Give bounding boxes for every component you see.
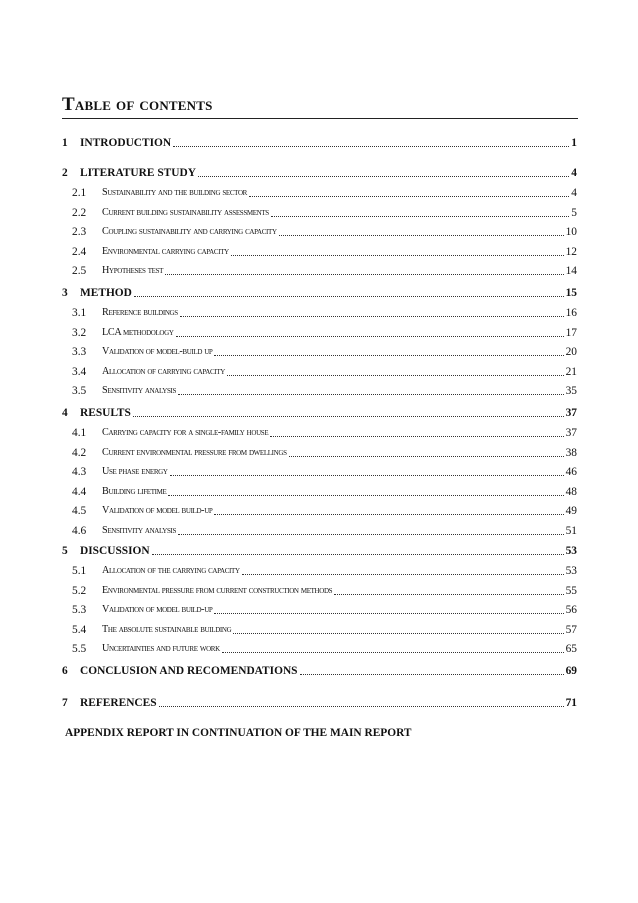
toc-entry-label: The absolute sustainable building bbox=[102, 623, 232, 635]
toc-page-number: 51 bbox=[565, 525, 577, 537]
toc-subsection-entry[interactable] bbox=[62, 483, 577, 499]
toc-subsection-entry[interactable] bbox=[62, 243, 577, 259]
toc-page-number: 5 bbox=[571, 206, 577, 219]
toc-dot-leader bbox=[178, 394, 564, 395]
toc-dot-leader bbox=[289, 456, 564, 457]
toc-subsection-entry[interactable] bbox=[62, 363, 577, 379]
toc-entry-number: 5.2 bbox=[72, 584, 87, 597]
toc-subsection-entry[interactable] bbox=[62, 343, 577, 359]
toc-entry-number: 3.4 bbox=[72, 365, 87, 378]
toc-entry-label: Environmental carrying capacity bbox=[102, 245, 229, 257]
toc-entry-label: LITERATURE STUDY bbox=[80, 167, 196, 179]
toc-entry-label: Uncertainties and future work bbox=[102, 643, 220, 655]
toc-entry-number: 3 bbox=[62, 287, 68, 299]
toc-subsection-entry[interactable] bbox=[62, 204, 577, 220]
toc-dot-leader bbox=[233, 633, 563, 634]
toc-entry-number: 6 bbox=[62, 665, 68, 677]
toc-subsection-entry[interactable] bbox=[62, 324, 577, 340]
toc-page-number: 46 bbox=[565, 466, 577, 479]
toc-entry-number: 2.3 bbox=[72, 226, 87, 239]
toc-dot-leader bbox=[133, 416, 564, 417]
toc-entry-label: Carrying capacity for a single-family house bbox=[102, 427, 269, 438]
toc-section-entry[interactable] bbox=[62, 134, 577, 150]
toc-entry-label: Building lifetime bbox=[102, 485, 167, 497]
toc-subsection-entry[interactable] bbox=[62, 640, 577, 656]
toc-entry-number: 2.1 bbox=[72, 187, 87, 199]
toc-dot-leader bbox=[152, 554, 564, 555]
toc-entry-label: Environmental pressure from current construction methods bbox=[102, 584, 333, 596]
toc-page-number: 14 bbox=[565, 265, 577, 278]
toc-subsection-entry[interactable] bbox=[62, 621, 577, 637]
toc-entry-number: 7 bbox=[62, 697, 68, 709]
toc-dot-leader bbox=[242, 574, 564, 575]
toc-entry-number: 2 bbox=[62, 167, 68, 179]
toc-page-number: 21 bbox=[565, 365, 577, 378]
toc-page-number: 69 bbox=[565, 665, 577, 677]
toc-page-number: 38 bbox=[565, 446, 577, 459]
toc-page-number: 71 bbox=[565, 697, 577, 709]
toc-entry-label: Sustainability and the building sector bbox=[102, 187, 247, 198]
toc-entry-label: DISCUSSION bbox=[80, 545, 150, 557]
toc-section-entry[interactable] bbox=[62, 542, 577, 558]
toc-page-number: 17 bbox=[565, 326, 577, 339]
toc-dot-leader bbox=[198, 176, 569, 177]
toc-entry-label: Current building sustainability assessments bbox=[102, 206, 269, 218]
toc-dot-leader bbox=[173, 146, 569, 147]
toc-entry-number: 4.6 bbox=[72, 525, 87, 537]
toc-entry-label: Sensitivity analysis bbox=[102, 385, 177, 397]
toc-entry-label: Coupling sustainability and carrying capacity bbox=[102, 226, 277, 238]
toc-subsection-entry[interactable] bbox=[62, 262, 577, 278]
toc-entry-number: 4 bbox=[62, 407, 68, 419]
toc-dot-leader bbox=[270, 436, 563, 437]
toc-dot-leader bbox=[271, 216, 569, 217]
toc-page-number: 53 bbox=[565, 545, 577, 557]
toc-page-number: 4 bbox=[571, 187, 577, 199]
toc-page-number: 10 bbox=[565, 226, 577, 239]
toc-page-number: 37 bbox=[565, 407, 577, 419]
toc-entry-label: Use phase energy bbox=[102, 466, 168, 478]
toc-dot-leader bbox=[178, 534, 564, 535]
toc-entry-label: Validation of model build-up bbox=[102, 505, 213, 517]
toc-subsection-entry[interactable] bbox=[62, 424, 577, 440]
toc-entry-label: Reference buildings bbox=[102, 307, 178, 318]
toc-section-entry[interactable] bbox=[62, 662, 577, 678]
title-divider bbox=[62, 118, 578, 119]
toc-entry-label: Validation of model build-up bbox=[102, 604, 213, 616]
toc-page-number: 37 bbox=[565, 427, 577, 439]
toc-entry-number: 4.3 bbox=[72, 466, 87, 479]
toc-page-number: 35 bbox=[565, 385, 577, 398]
toc-dot-leader bbox=[168, 495, 563, 496]
toc-subsection-entry[interactable] bbox=[62, 502, 577, 518]
toc-entry-number: 5.5 bbox=[72, 643, 87, 656]
toc-entry-number: 4.5 bbox=[72, 505, 87, 518]
toc-entry-label: REFERENCES bbox=[80, 697, 157, 709]
toc-dot-leader bbox=[180, 316, 564, 317]
toc-entry-number: 1 bbox=[62, 137, 68, 149]
toc-entry-label: CONCLUSION AND RECOMENDATIONS bbox=[80, 665, 298, 677]
toc-entry-number: 5.3 bbox=[72, 604, 87, 617]
toc-page-number: 16 bbox=[565, 307, 577, 319]
toc-entry-label: METHOD bbox=[80, 287, 132, 299]
toc-subsection-entry[interactable] bbox=[62, 304, 577, 320]
toc-page-number: 4 bbox=[571, 167, 577, 179]
toc-dot-leader bbox=[222, 652, 564, 653]
toc-section-entry[interactable] bbox=[62, 284, 577, 300]
toc-subsection-entry[interactable] bbox=[62, 463, 577, 479]
toc-page-number: 48 bbox=[565, 485, 577, 498]
toc-entry-label: INTRODUCTION bbox=[80, 137, 172, 149]
toc-entry-label: Current environmental pressure from dwellings bbox=[102, 446, 287, 458]
toc-dot-leader bbox=[165, 274, 564, 275]
toc-page-number: 57 bbox=[565, 623, 577, 636]
toc-entry-number: 4.2 bbox=[72, 446, 87, 459]
toc-dot-leader bbox=[249, 196, 569, 197]
toc-dot-leader bbox=[214, 514, 563, 515]
toc-section-entry[interactable] bbox=[62, 694, 577, 710]
toc-page-number: 56 bbox=[565, 604, 577, 617]
toc-entry-label: Allocation of the carrying capacity bbox=[102, 565, 240, 576]
toc-entry-number: 3.5 bbox=[72, 385, 87, 398]
toc-entry-number: 3.3 bbox=[72, 346, 87, 359]
toc-entry-label: RESULTS bbox=[80, 407, 131, 419]
toc-subsection-entry[interactable] bbox=[62, 382, 577, 398]
toc-entry-number: 3.1 bbox=[72, 307, 87, 319]
toc-dot-leader bbox=[214, 355, 563, 356]
toc-dot-leader bbox=[214, 613, 563, 614]
toc-page-number: 53 bbox=[565, 565, 577, 577]
toc-subsection-entry[interactable] bbox=[62, 444, 577, 460]
toc-entry-number: 4.1 bbox=[72, 427, 87, 439]
toc-dot-leader bbox=[134, 296, 564, 297]
toc-page-number: 20 bbox=[565, 346, 577, 359]
toc-subsection-entry[interactable] bbox=[62, 522, 577, 538]
toc-entry-label: Allocation of carrying capacity bbox=[102, 365, 225, 377]
toc-page-number: 12 bbox=[565, 245, 577, 258]
toc-title: Table of contents bbox=[62, 94, 213, 115]
toc-dot-leader bbox=[279, 235, 564, 236]
toc-entry-number: 2.4 bbox=[72, 245, 87, 258]
toc-subsection-entry[interactable] bbox=[62, 184, 577, 200]
toc-entry-label: Sensitivity analysis bbox=[102, 525, 177, 536]
toc-section-entry[interactable] bbox=[62, 404, 577, 420]
toc-dot-leader bbox=[231, 255, 564, 256]
toc-subsection-entry[interactable] bbox=[62, 601, 577, 617]
toc-entry-number: 2.2 bbox=[72, 206, 87, 219]
toc-subsection-entry[interactable] bbox=[62, 582, 577, 598]
toc-entry-label: Hypotheses test bbox=[102, 265, 164, 277]
toc-section-entry[interactable] bbox=[62, 164, 577, 180]
toc-subsection-entry[interactable] bbox=[62, 562, 577, 578]
toc-entry-number: 3.2 bbox=[72, 326, 87, 339]
toc-dot-leader bbox=[159, 706, 564, 707]
toc-subsection-entry[interactable] bbox=[62, 223, 577, 239]
toc-entry-number: 5.4 bbox=[72, 623, 87, 636]
toc-entry-number: 5.1 bbox=[72, 565, 87, 577]
toc-dot-leader bbox=[170, 475, 564, 476]
toc-entry-number: 4.4 bbox=[72, 485, 87, 498]
toc-dot-leader bbox=[227, 375, 564, 376]
toc-dot-leader bbox=[334, 594, 563, 595]
toc-page-number: 1 bbox=[571, 137, 577, 149]
appendix-label: APPENDIX REPORT IN CONTINUATION OF THE MAIN REPORT bbox=[65, 727, 412, 739]
toc-entry-label: Validation of model-build up bbox=[102, 346, 213, 358]
toc-page-number: 49 bbox=[565, 505, 577, 518]
toc-dot-leader bbox=[176, 336, 564, 337]
toc-dot-leader bbox=[300, 674, 564, 675]
toc-entry-number: 5 bbox=[62, 545, 68, 557]
toc-entry-label: LCA methodology bbox=[102, 326, 174, 338]
toc-page-number: 65 bbox=[565, 643, 577, 656]
toc-page-number: 15 bbox=[565, 287, 577, 299]
toc-entry-number: 2.5 bbox=[72, 265, 87, 278]
toc-page-number: 55 bbox=[565, 584, 577, 597]
